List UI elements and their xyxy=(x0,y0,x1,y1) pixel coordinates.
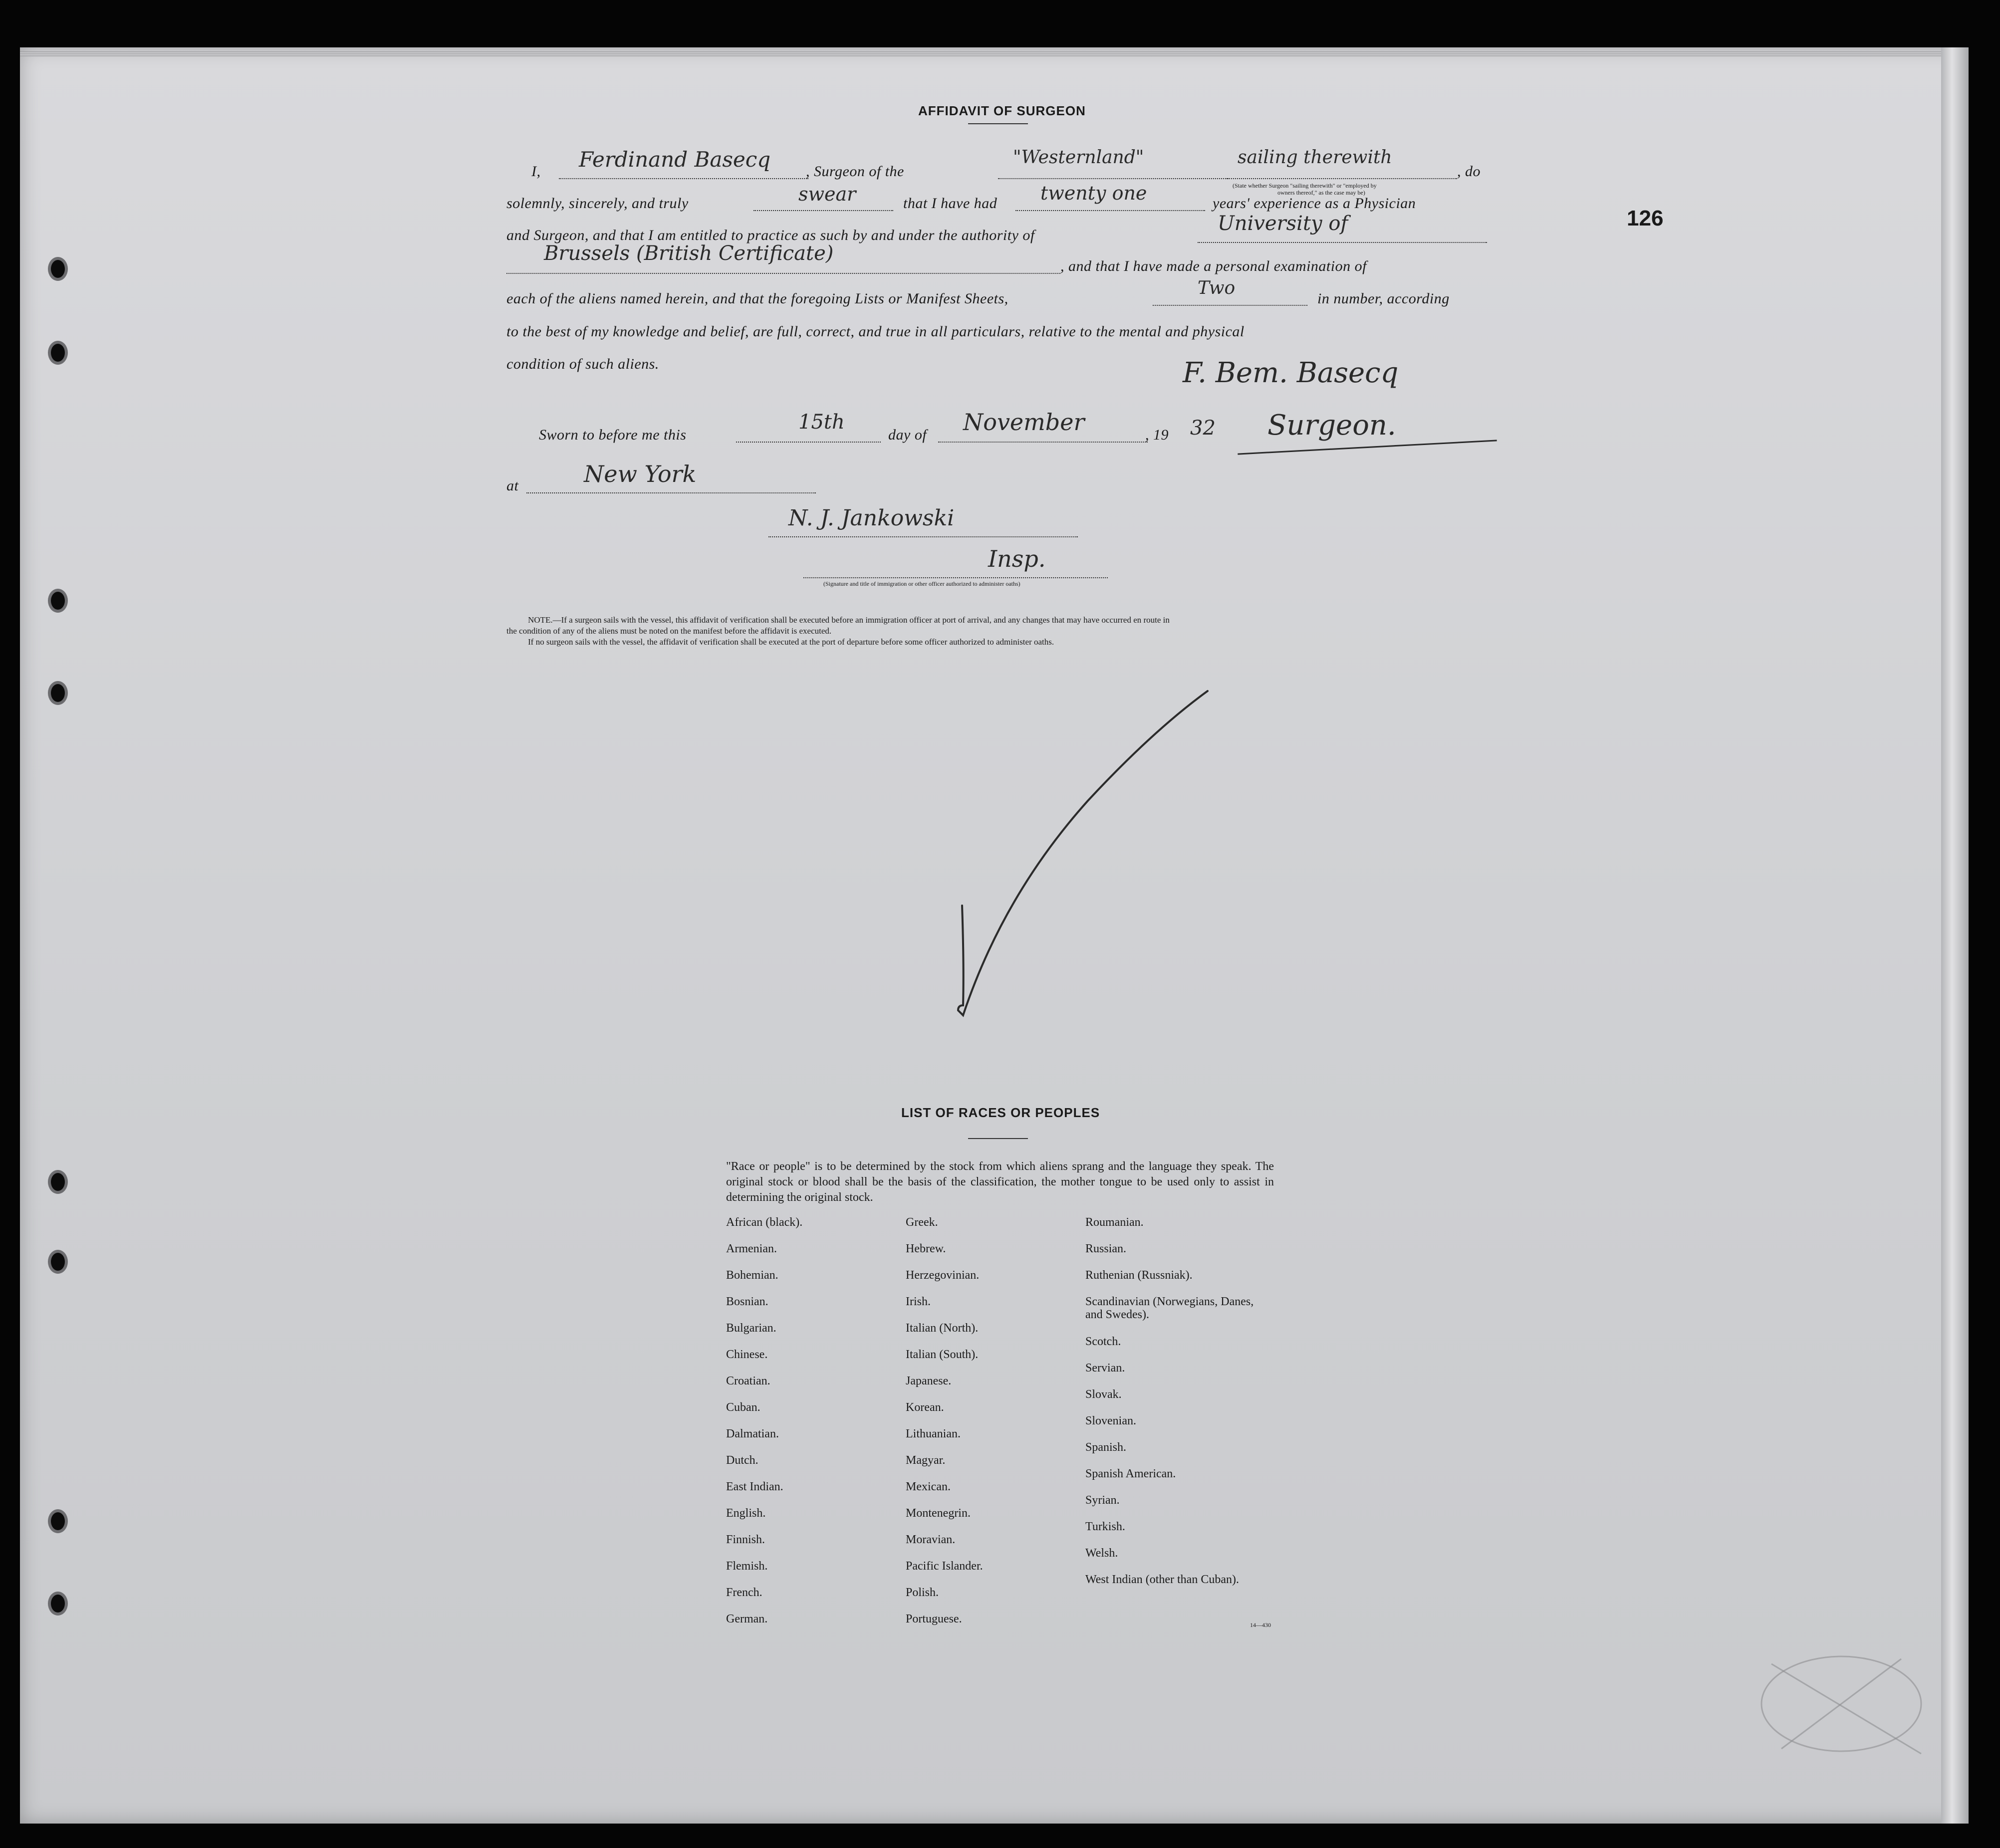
binder-hole xyxy=(48,1170,68,1194)
race-item: Moravian. xyxy=(906,1533,956,1546)
race-item: Bohemian. xyxy=(726,1269,778,1282)
examination-label: , and that I have made a personal examination of xyxy=(1060,258,1367,274)
manifest-label: each of the aliens named herein, and that the foregoing Lists or Manifest Sheets, xyxy=(506,290,1008,307)
authority-line-1 xyxy=(1198,242,1487,243)
race-item: Greek. xyxy=(906,1216,938,1229)
checkmark-icon xyxy=(928,686,1228,1065)
race-item: East Indian. xyxy=(726,1480,783,1493)
race-item: Polish. xyxy=(906,1586,939,1599)
races-intro: "Race or people" is to be determined by the stock from which aliens sprang and the language they speak. The original stock or blood shall be the basis of the classification, the mother tongue to be used only to assist in determining the original stock. xyxy=(726,1160,1274,1204)
officer-title-signature: Insp. xyxy=(988,545,1046,572)
race-item: Bosnian. xyxy=(726,1295,768,1308)
sworn-month-field: November xyxy=(963,409,1085,436)
day-of-label: day of xyxy=(888,427,927,443)
officer-title-line xyxy=(803,577,1108,578)
affidavit-intro: I, xyxy=(531,163,541,180)
race-item: Roumanian. xyxy=(1085,1216,1144,1229)
race-item: Magyar. xyxy=(906,1454,946,1467)
authority-field-2: Brussels (British Certificate) xyxy=(544,242,834,265)
note-line-2: the condition of any of the aliens must be noted on the manifest before the affidavit is executed. xyxy=(506,626,832,636)
oath-field: swear xyxy=(798,183,856,205)
race-item: Spanish. xyxy=(1085,1441,1127,1454)
race-item: African (black). xyxy=(726,1216,803,1229)
surgeon-title-signature: Surgeon. xyxy=(1267,409,1396,442)
officer-signature: N. J. Jankowski xyxy=(788,505,955,531)
race-item: Pacific Islander. xyxy=(906,1560,983,1573)
race-item: Croatian. xyxy=(726,1375,770,1387)
race-item: Dalmatian. xyxy=(726,1427,779,1440)
sailing-note-2: owners thereof," as the case may be) xyxy=(1277,189,1365,196)
sworn-place-field: New York xyxy=(584,461,697,487)
sworn-place-line xyxy=(526,492,816,493)
page-number: 126 xyxy=(1627,206,1664,231)
surgeon-name-field: Ferdinand Basecq xyxy=(579,147,771,172)
race-item: Hebrew. xyxy=(906,1242,946,1255)
crossed-stamp-icon xyxy=(1751,1644,1941,1764)
race-item: Bulgarian. xyxy=(726,1322,776,1335)
top-edge-rule xyxy=(20,51,1969,56)
signature-underline xyxy=(1238,440,1497,455)
oath-label: solemnly, sincerely, and truly xyxy=(506,195,689,212)
races-column-2 xyxy=(906,1216,1075,1639)
sworn-day-field: 15th xyxy=(798,411,845,434)
race-item: Armenian. xyxy=(726,1242,777,1255)
had-label: that I have had xyxy=(903,195,998,212)
sworn-month-line xyxy=(938,442,1148,443)
authority-line-2 xyxy=(506,273,1060,274)
binder-hole xyxy=(48,589,68,613)
vessel-line xyxy=(998,178,1228,179)
race-item: Finnish. xyxy=(726,1533,765,1546)
page-fold-edge xyxy=(1941,47,1969,1824)
at-label: at xyxy=(506,477,519,494)
do-label: , do xyxy=(1457,163,1481,180)
races-column-1 xyxy=(726,1216,896,1639)
condition-line: condition of such aliens. xyxy=(506,356,659,372)
in-number-label: in number, according xyxy=(1317,290,1450,307)
race-item: English. xyxy=(726,1507,766,1520)
race-item: Dutch. xyxy=(726,1454,758,1467)
form-number: 14—430 xyxy=(1250,1621,1271,1628)
sheets-count-field: Two xyxy=(1198,278,1236,298)
binder-hole xyxy=(48,681,68,705)
sailing-status-field: sailing therewith xyxy=(1238,147,1392,168)
surgeon-name-line xyxy=(559,178,808,179)
race-item: Servian. xyxy=(1085,1362,1125,1375)
race-item: Russian. xyxy=(1085,1242,1127,1255)
vessel-name-field: "Westernland" xyxy=(1013,147,1144,168)
note-line-3: If no surgeon sails with the vessel, the affidavit of verification shall be executed at the port of departure before some officer authorized to administer oaths. xyxy=(528,637,1054,647)
race-item: French. xyxy=(726,1586,762,1599)
race-item: Chinese. xyxy=(726,1348,768,1361)
sworn-year-field: 32 xyxy=(1190,417,1216,440)
officer-caption: (Signature and title of immigration or other officer authorized to administer oaths) xyxy=(823,580,1020,587)
binder-hole xyxy=(48,1509,68,1533)
races-title-underline xyxy=(968,1138,1028,1139)
race-item: Mexican. xyxy=(906,1480,951,1493)
race-item: Lithuanian. xyxy=(906,1427,961,1440)
race-item: Montenegrin. xyxy=(906,1507,971,1520)
surgeon-signature: F. Bem. Basecq xyxy=(1183,357,1399,389)
binder-hole xyxy=(48,257,68,281)
authority-field-1: University of xyxy=(1218,212,1348,235)
note-line-1: NOTE.—If a surgeon sails with the vessel, this affidavit of verification shall be executed before an immigration officer at port of arrival, and any changes that may have occurred en route in xyxy=(528,615,1170,625)
race-item: Cuban. xyxy=(726,1401,760,1414)
binder-hole xyxy=(48,1250,68,1274)
experience-label: years' experience as a Physician xyxy=(1213,195,1416,212)
race-item: Irish. xyxy=(906,1295,931,1308)
surgeon-of-label: , Surgeon of the xyxy=(806,163,904,180)
years-field: twenty one xyxy=(1040,182,1147,204)
race-item: Scandinavian (Norwegians, Danes, and Swedes). xyxy=(1085,1295,1254,1321)
sheets-count-line xyxy=(1153,305,1307,306)
race-item: Spanish American. xyxy=(1085,1467,1176,1480)
knowledge-line: to the best of my knowledge and belief, are full, correct, and true in all particulars, relative to the mental and physical xyxy=(506,323,1245,340)
race-item: Welsh. xyxy=(1085,1547,1118,1560)
sailing-line xyxy=(1228,178,1457,179)
race-item: Italian (South). xyxy=(906,1348,979,1361)
race-item: Scotch. xyxy=(1085,1335,1121,1348)
race-item: Korean. xyxy=(906,1401,944,1414)
oath-line xyxy=(753,210,893,211)
race-item: Herzegovinian. xyxy=(906,1269,980,1282)
years-line xyxy=(1015,210,1205,211)
sailing-note-1: (State whether Surgeon "sailing therewith" or "employed by xyxy=(1233,182,1377,189)
document-sheet xyxy=(20,47,1969,1824)
authority-label: and Surgeon, and that I am entitled to practice as such by and under the authority of xyxy=(506,227,1035,243)
officer-signature-line xyxy=(768,536,1078,537)
races-column-3 xyxy=(1085,1216,1265,1603)
race-item: German. xyxy=(726,1613,768,1625)
race-item: West Indian (other than Cuban). xyxy=(1085,1573,1239,1586)
race-item: Flemish. xyxy=(726,1560,768,1573)
binder-hole xyxy=(48,341,68,365)
race-item: Portuguese. xyxy=(906,1613,962,1625)
affidavit-title: AFFIDAVIT OF SURGEON xyxy=(918,103,1086,118)
sworn-label: Sworn to before me this xyxy=(539,427,687,443)
binder-hole xyxy=(48,1592,68,1616)
race-item: Turkish. xyxy=(1085,1520,1125,1533)
race-item: Italian (North). xyxy=(906,1322,979,1335)
race-item: Japanese. xyxy=(906,1375,952,1387)
year-prefix: , 19 xyxy=(1145,427,1169,443)
race-item: Syrian. xyxy=(1085,1494,1120,1507)
race-item: Ruthenian (Russniak). xyxy=(1085,1269,1193,1282)
title-underline xyxy=(968,123,1028,124)
race-item: Slovak. xyxy=(1085,1388,1122,1401)
race-item: Slovenian. xyxy=(1085,1414,1136,1427)
races-title: LIST OF RACES OR PEOPLES xyxy=(901,1105,1100,1120)
sworn-day-line xyxy=(736,442,881,443)
